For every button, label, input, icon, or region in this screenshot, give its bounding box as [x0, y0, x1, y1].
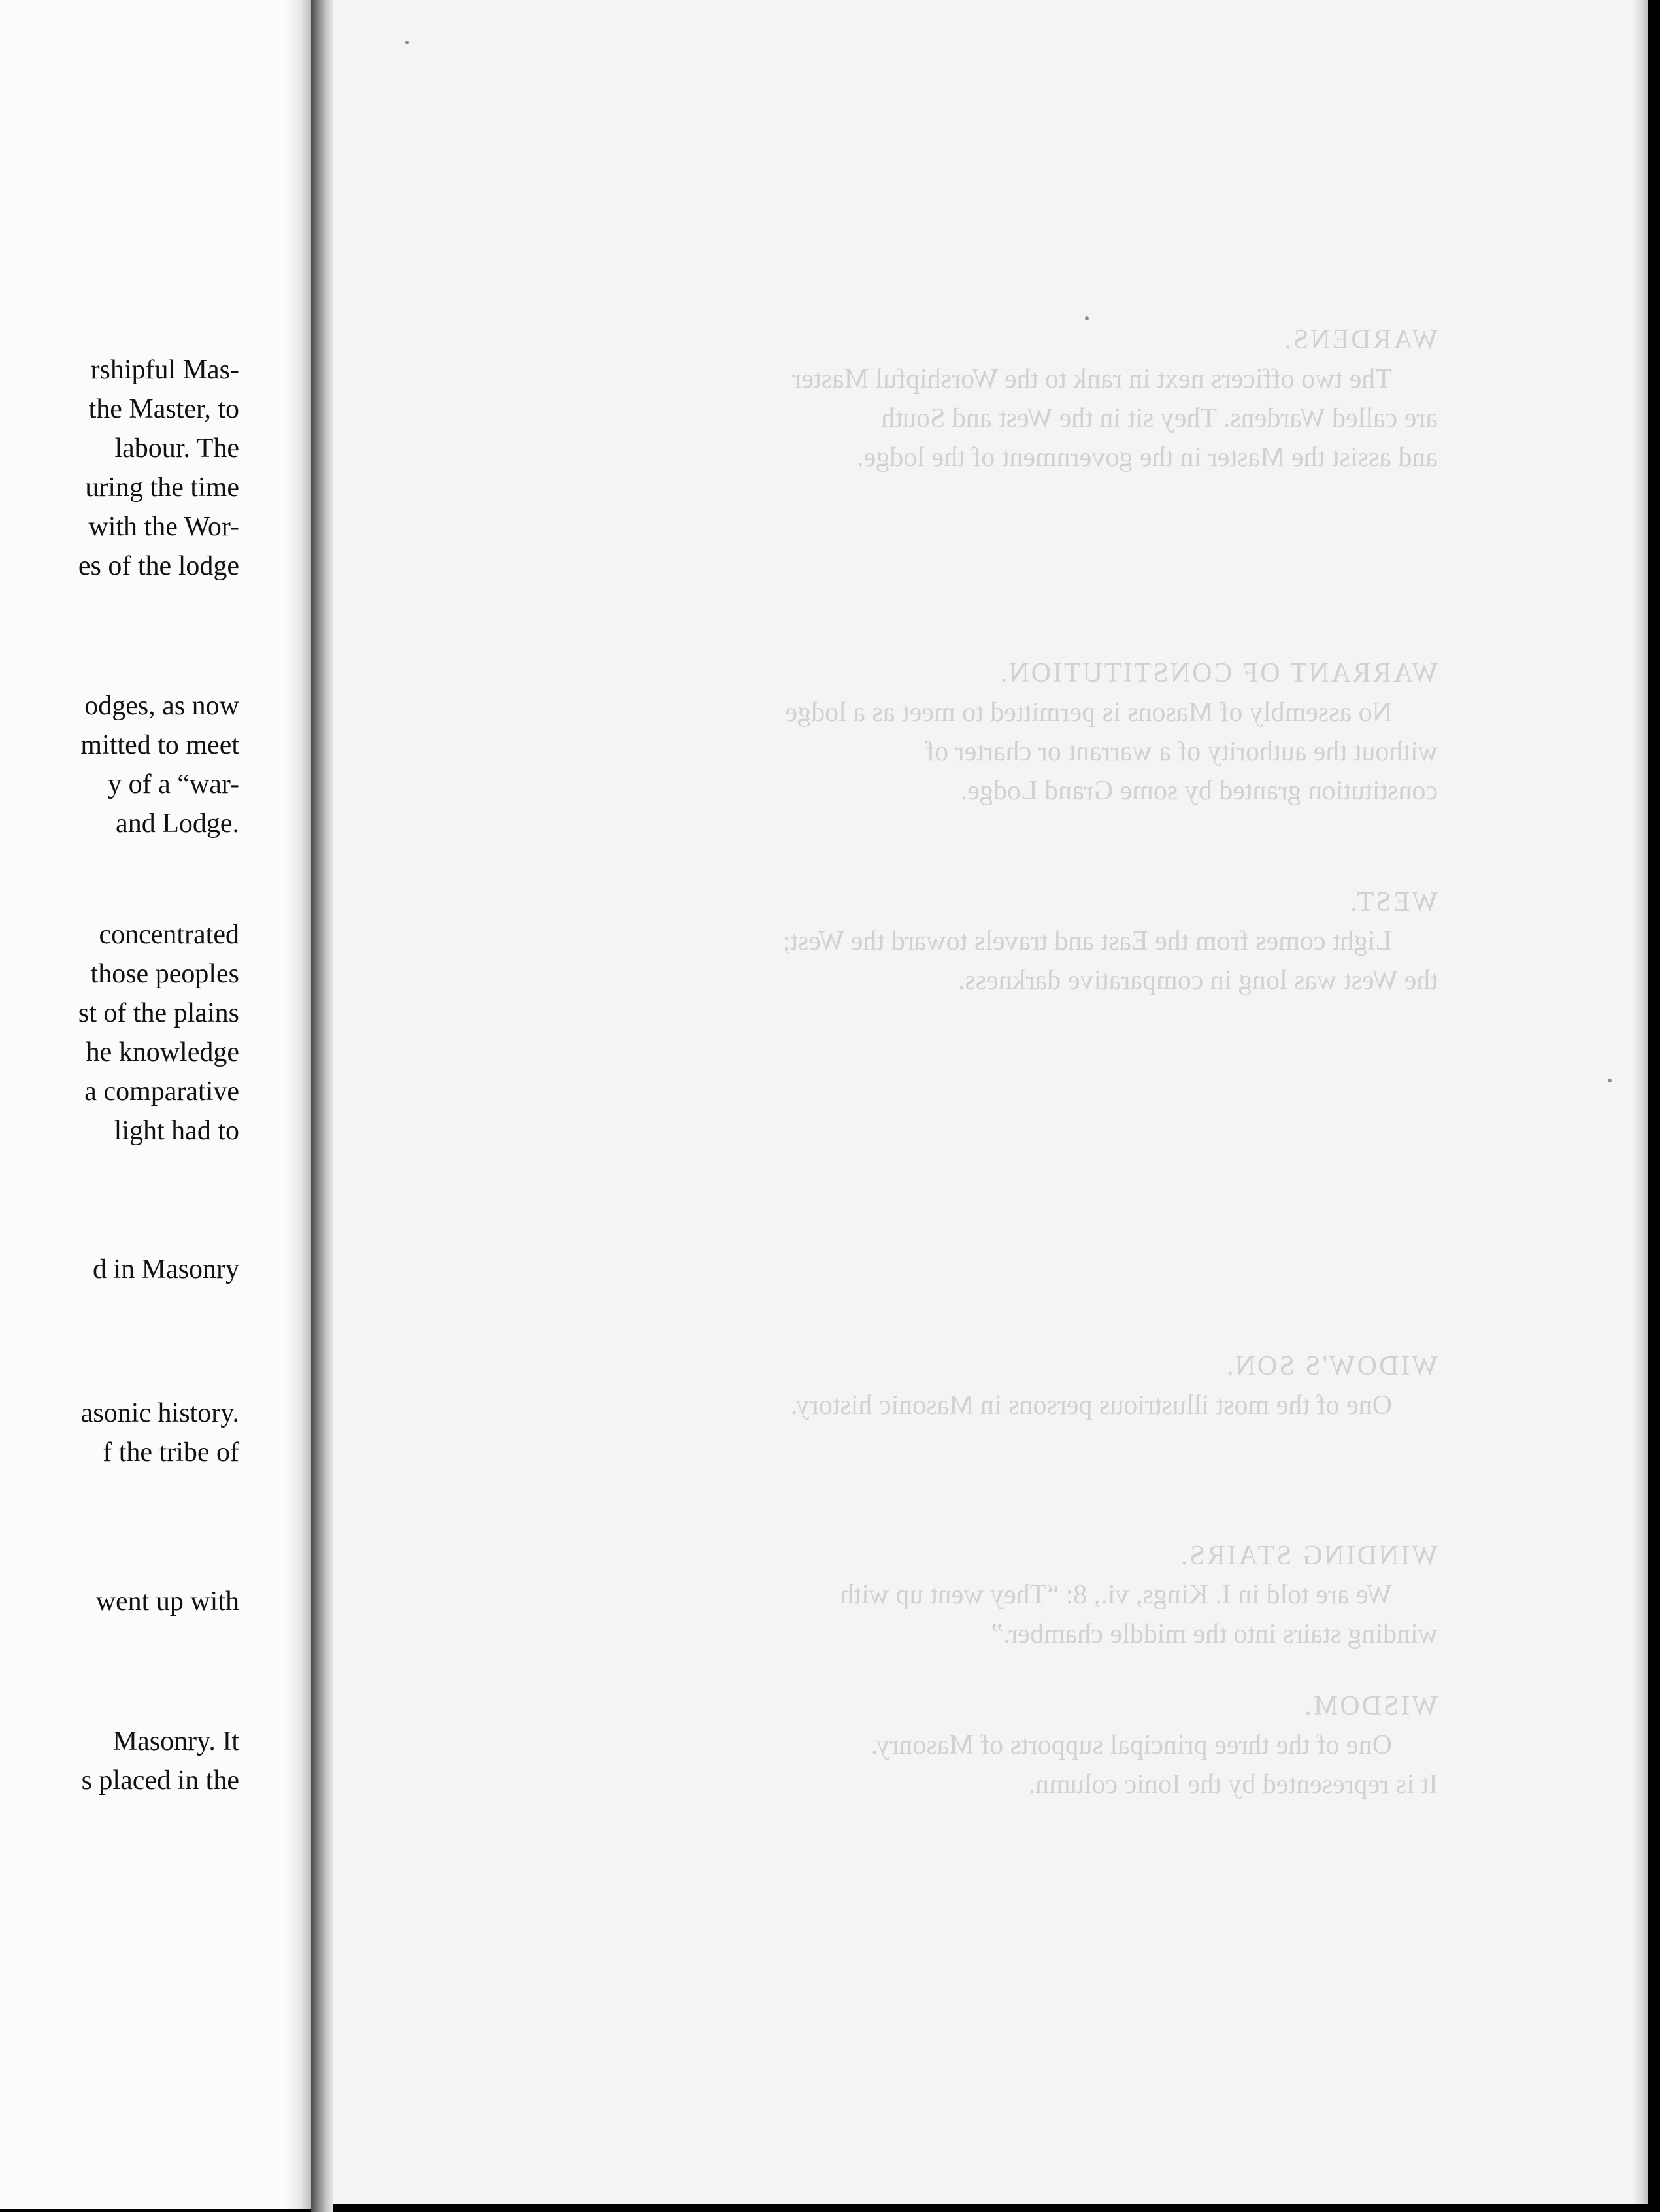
book-spine-gutter	[311, 0, 333, 2212]
bleed-through-line: The two officers next in rank to the Worshipful Master	[792, 364, 1392, 394]
right-page-blank	[333, 0, 1648, 2204]
left-text-line: mitted to meet	[80, 730, 239, 760]
left-text-line: s placed in the	[81, 1766, 239, 1796]
bleed-through-line: WEST.	[1348, 887, 1438, 917]
bleed-through-line: WARDENS.	[1282, 325, 1438, 355]
left-page	[0, 0, 311, 2209]
bleed-through-line: are called Wardens. They sit in the West and South	[881, 403, 1438, 433]
left-text-line: a comparative	[84, 1077, 239, 1107]
bleed-through-line: No assembly of Masons is permitted to meet as a lodge	[785, 697, 1392, 728]
bleed-through-line: and assist the Master in the government of the lodge.	[857, 443, 1438, 473]
bleed-through-line: One of the three principal supports of Masonry.	[871, 1730, 1392, 1760]
left-text-line: rshipful Mas-	[90, 355, 239, 385]
left-text-line: odges, as now	[84, 691, 239, 721]
left-text-line: d in Masonry	[93, 1254, 239, 1284]
bleed-through-line: without the authority of a warrant or charter of	[925, 737, 1438, 767]
bleed-through-line: WARRANT OF CONSTITUTION.	[998, 658, 1438, 688]
left-text-line: Masonry. It	[112, 1726, 239, 1756]
bleed-through-line: WISDOM.	[1303, 1691, 1438, 1721]
bleed-through-line: It is represented by the Ionic column.	[1028, 1769, 1438, 1800]
left-page-gutter-shadow	[285, 0, 311, 2209]
dust-speck	[1608, 1079, 1612, 1082]
left-text-line: the Master, to	[88, 394, 239, 424]
bleed-through-line: We are told in I. Kings, vi., 8: “They went up with	[840, 1580, 1392, 1610]
left-text-line: light had to	[114, 1116, 239, 1146]
left-text-line: y of a “war-	[108, 769, 239, 799]
left-text-line: those peoples	[90, 959, 239, 989]
bleed-through-text	[366, 235, 1464, 1869]
bleed-through-line: the West was long in comparative darkness.	[957, 965, 1438, 996]
left-text-line: es of the lodge	[78, 551, 239, 581]
left-text-line: labour. The	[114, 433, 239, 463]
bleed-through-line: constitution granted by some Grand Lodge.	[960, 776, 1438, 806]
dust-speck	[405, 41, 409, 44]
left-text-line: concentrated	[99, 920, 239, 950]
bleed-through-line: WINDING STAIRS.	[1178, 1541, 1438, 1571]
left-text-line: and Lodge.	[116, 809, 239, 839]
bleed-through-line: One of the most illustrious persons in Masonic history.	[790, 1390, 1392, 1420]
left-text-line: went up with	[95, 1586, 239, 1617]
right-page-edge	[1633, 0, 1648, 2204]
left-text-line: f the tribe of	[103, 1437, 239, 1467]
left-text-line: asonic history.	[80, 1398, 239, 1428]
left-text-line: with the Wor-	[88, 512, 239, 542]
dust-speck	[1085, 316, 1089, 320]
left-text-line: st of the plains	[78, 998, 239, 1028]
left-text-line: he knowledge	[86, 1037, 239, 1067]
bleed-through-line: WIDOW'S SON.	[1225, 1351, 1438, 1381]
bleed-through-line: Light comes from the East and travels toward the West;	[782, 926, 1392, 956]
bleed-through-line: winding stairs into the middle chamber.”	[991, 1619, 1438, 1649]
left-text-line: uring the time	[85, 473, 239, 503]
